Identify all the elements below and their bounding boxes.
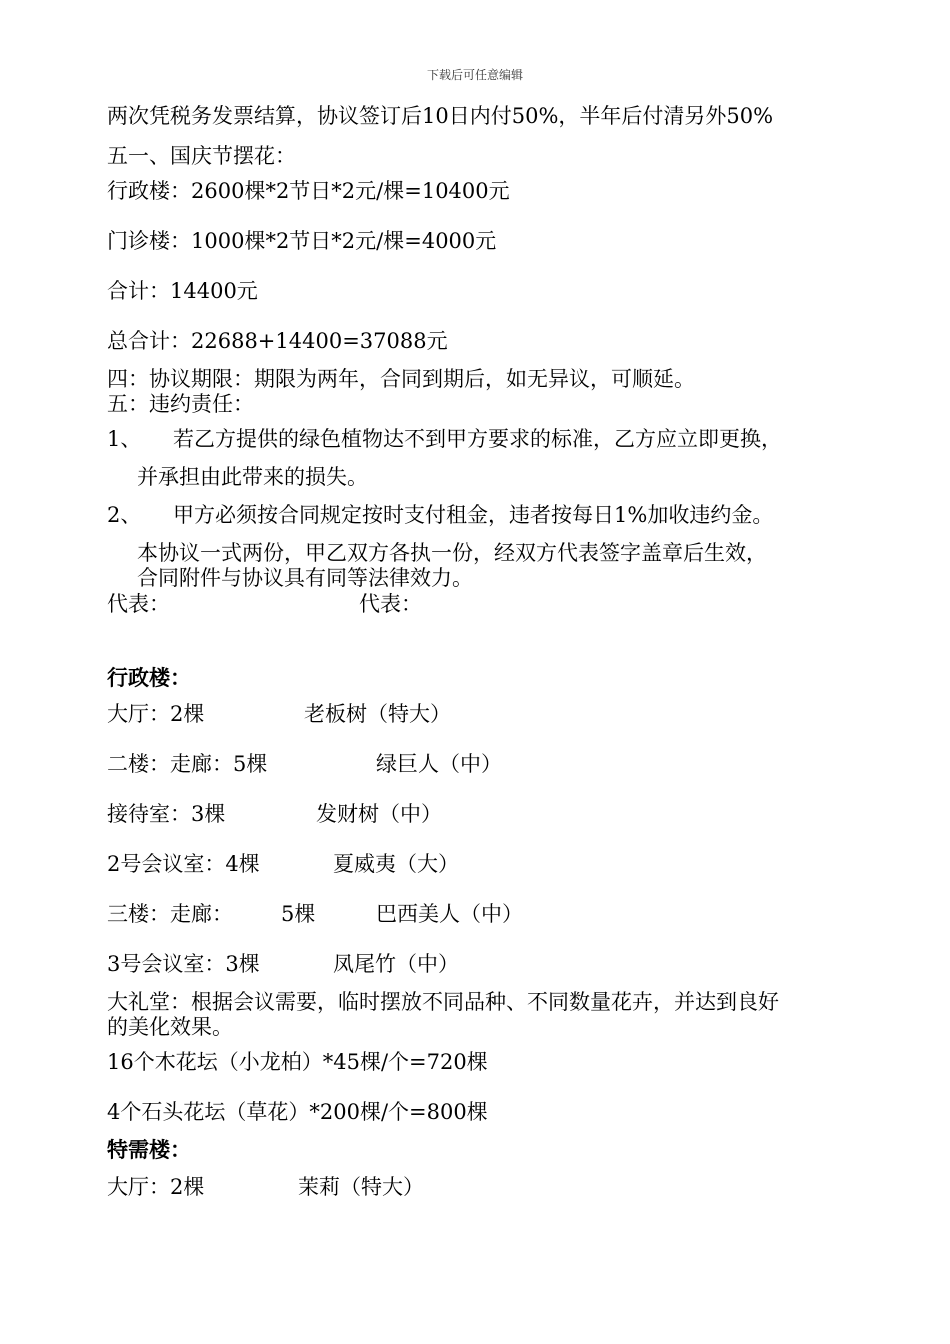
plant-location: 二楼：走廊：5棵 [107, 752, 268, 776]
breach-item-1-number: 1、 [107, 427, 142, 451]
plant-type: 夏威夷（大） [333, 852, 459, 876]
copies-clause-line2: 合同附件与协议具有同等法律效力。 [137, 566, 473, 590]
signature-party-a: 代表： [107, 592, 170, 616]
clinic-building-cost: 门诊楼：1000棵*2节日*2元/棵=4000元 [107, 229, 497, 253]
section-admin-building-title: 行政楼： [107, 665, 191, 690]
plant-row [107, 801, 867, 827]
plant-row [107, 901, 867, 927]
breach-item-2 [107, 502, 867, 528]
wooden-planter-calc: 16个木花坛（小龙柏）*45棵/个=720棵 [107, 1050, 488, 1074]
breach-heading: 五：违约责任： [107, 392, 254, 416]
breach-item-1-text: 若乙方提供的绿色植物达不到甲方要求的标准，乙方应立即更换， [173, 427, 782, 451]
plant-count: 5棵 [281, 902, 316, 926]
breach-item-1-continued: 并承担由此带来的损失。 [137, 465, 368, 489]
auditorium-note-line1: 大礼堂：根据会议需要，临时摆放不同品种、不同数量花卉，并达到良好 [107, 990, 779, 1014]
plant-row [107, 701, 867, 727]
plant-row [107, 751, 867, 777]
plant-row [107, 851, 867, 877]
grand-total-line: 总合计：22688+14400=37088元 [107, 329, 448, 353]
plant-type: 发财树（中） [316, 802, 442, 826]
breach-item-2-text: 甲方必须按合同规定按时支付租金，违者按每日1%加收违约金。 [173, 503, 774, 527]
plant-location: 3号会议室：3棵 [107, 952, 260, 976]
payment-terms-line: 两次凭税务发票结算，协议签订后10日内付50%，半年后付清另外50% [107, 104, 774, 128]
copies-clause-line1: 本协议一式两份，甲乙双方各执一份，经双方代表签字盖章后生效， [137, 541, 767, 565]
admin-building-cost: 行政楼：2600棵*2节日*2元/棵=10400元 [107, 179, 510, 203]
plant-row [107, 951, 867, 977]
plant-type: 老板树（特大） [304, 702, 451, 726]
plant-location: 2号会议室：4棵 [107, 852, 260, 876]
breach-item-1 [107, 426, 867, 452]
plant-type: 茉莉（特大） [298, 1175, 424, 1199]
signature-party-b: 代表： [359, 592, 422, 616]
plant-type: 巴西美人（中） [376, 902, 523, 926]
plant-location: 三楼：走廊： [107, 902, 233, 926]
auditorium-note-line2: 的美化效果。 [107, 1015, 233, 1039]
plant-location: 接待室：3棵 [107, 802, 226, 826]
signature-row [107, 591, 867, 617]
plant-location: 大厅：2棵 [107, 702, 205, 726]
breach-item-2-number: 2、 [107, 503, 142, 527]
page-header: 下载后可任意编辑 [426, 68, 523, 82]
agreement-term-line: 四：协议期限：期限为两年，合同到期后，如无异议，可顺延。 [107, 367, 695, 391]
holiday-flowers-heading: 五一、国庆节摆花： [107, 144, 296, 168]
plant-row [107, 1174, 867, 1200]
plant-type: 绿巨人（中） [376, 752, 502, 776]
section-special-building-title: 特需楼： [107, 1137, 191, 1162]
plant-location: 大厅：2棵 [107, 1175, 205, 1199]
stone-planter-calc: 4个石头花坛（草花）*200棵/个=800棵 [107, 1100, 488, 1124]
subtotal-line: 合计：14400元 [107, 279, 258, 303]
plant-type: 凤尾竹（中） [333, 952, 459, 976]
